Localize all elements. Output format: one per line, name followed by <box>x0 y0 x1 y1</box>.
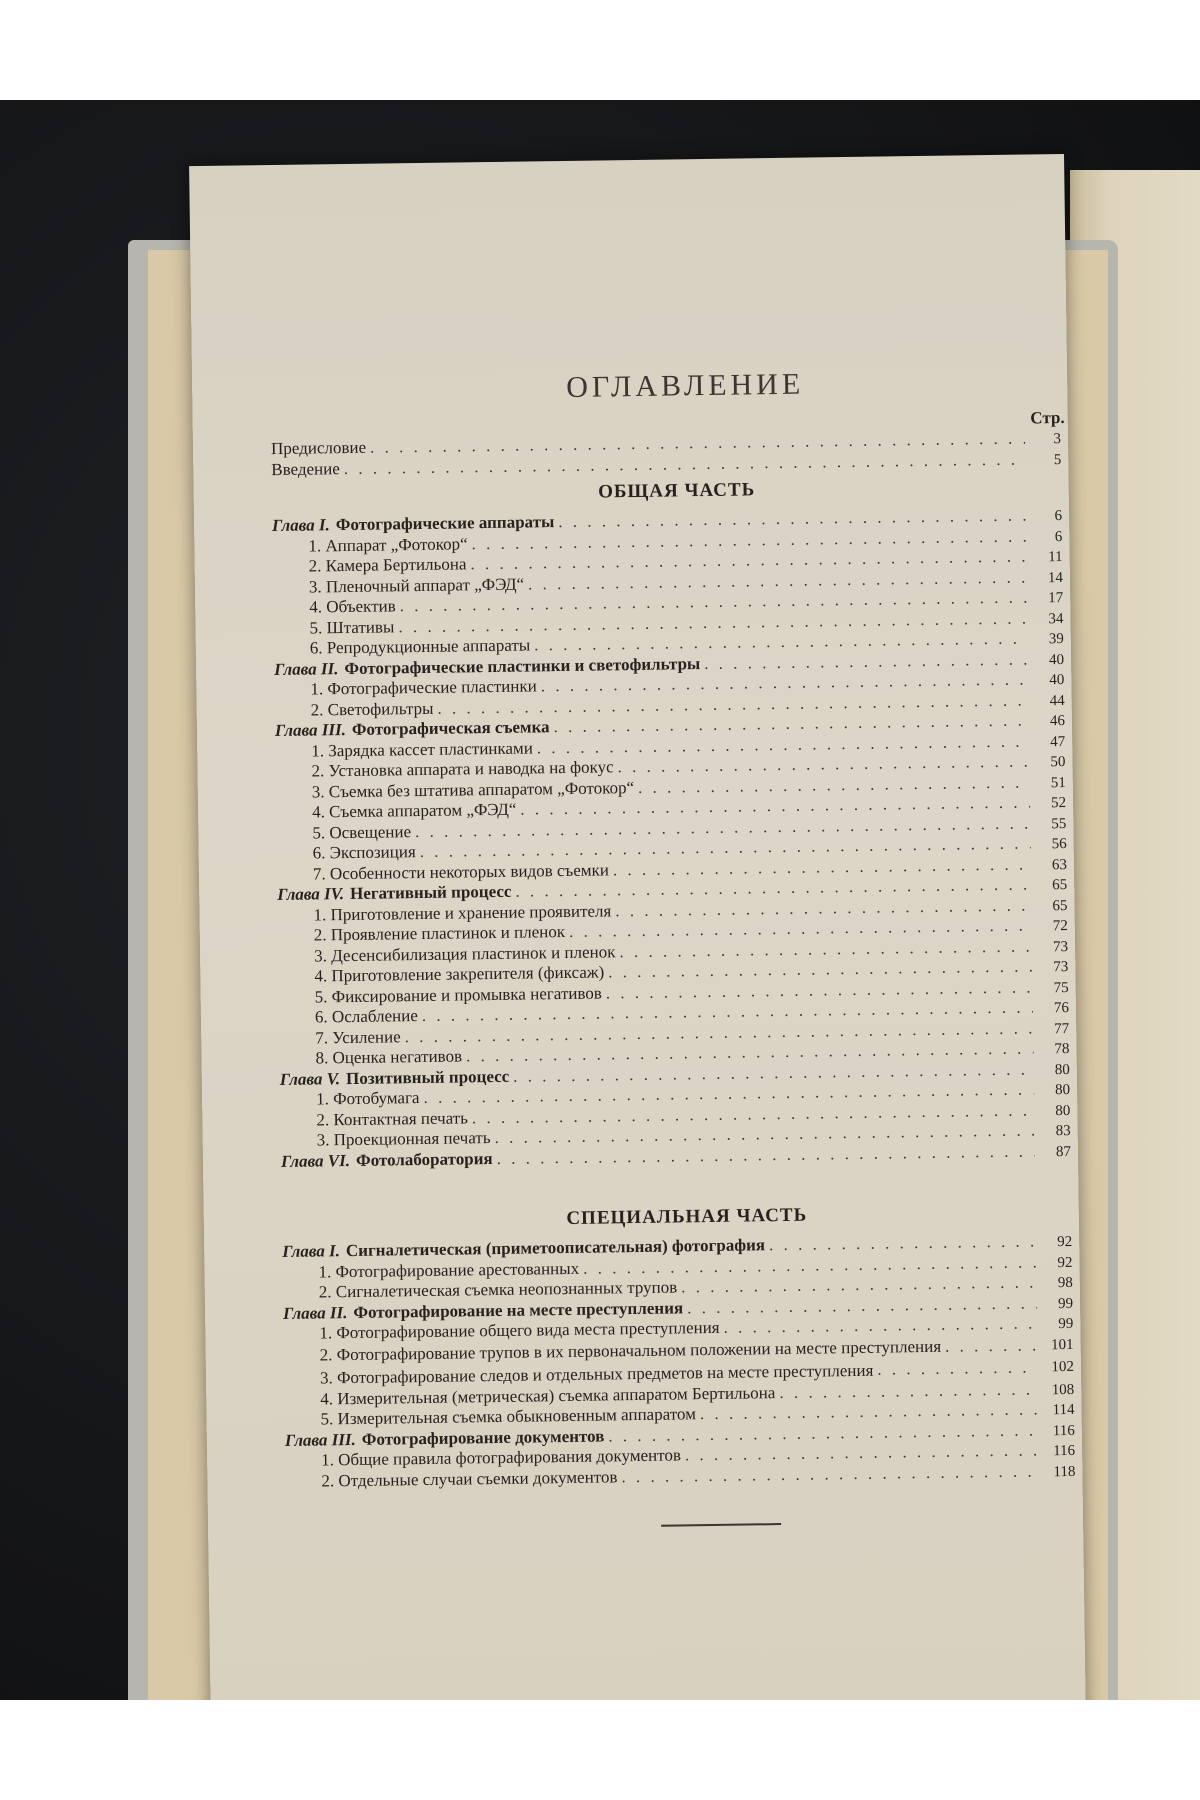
item-title: 1. Общие правила фотографирования документов <box>321 1445 682 1470</box>
entry-page-number: 75 <box>1053 979 1069 996</box>
chapter-number: Глава III. <box>274 720 347 741</box>
item-title: 3. Десенсибилизация пластинок и пленок <box>313 941 616 966</box>
item-title: 4. Измерительная (метрическая) съемка аппаратом Бертильона <box>320 1382 776 1408</box>
entry-page-number: 52 <box>1050 795 1067 812</box>
entry-page-number: 56 <box>1051 835 1067 853</box>
section-title-special: СПЕЦИАЛЬНАЯ ЧАСТЬ <box>566 1204 808 1230</box>
item-title: 1. Фотобумага <box>315 1088 420 1109</box>
special-part <box>282 1231 1075 1492</box>
entry-page-number: 65 <box>1052 897 1068 914</box>
item-title: 2. Фотографирование трупов в их первоначальном положении на месте преступления <box>319 1336 942 1365</box>
entry-label <box>279 1027 401 1049</box>
entry-page-number: 40 <box>1049 672 1065 689</box>
book-page <box>189 154 1086 1700</box>
item-title: 3. Съемка без штатива аппаратом „Фотокор“ <box>311 777 635 802</box>
entry-label <box>273 617 394 639</box>
item-title: 1. Фотографирование общего вида места преступления <box>319 1317 720 1343</box>
item-title: 1. Приготовление и хранение проявителя <box>313 900 612 925</box>
chapter-number: Глава V. <box>279 1068 341 1089</box>
entry-label <box>273 596 396 618</box>
chapter-title: Сигналетическая (приметоописательная) фотография <box>345 1235 766 1261</box>
entry-page-number: 98 <box>1057 1274 1073 1292</box>
chapter-number: Глава II. <box>282 1302 348 1323</box>
end-divider <box>661 1523 781 1527</box>
chapter-title: Фотографические пластинки и светофильтры <box>344 653 701 678</box>
item-title: 2. Установка аппарата и наводка на фокус <box>311 757 614 781</box>
entry-page-number: 6 <box>1054 508 1063 525</box>
dot-leader <box>945 1335 1038 1357</box>
item-title: 5. Фиксирование и промывка негативов <box>314 983 602 1007</box>
item-title: 3. Проекционная печать <box>316 1128 491 1150</box>
entry-page-number: 47 <box>1050 733 1066 750</box>
chapter-title: Фотографическая съемка <box>351 717 550 739</box>
entry-page-number: 78 <box>1054 1040 1070 1058</box>
item-title: 5. Измерительная съемка обыкновенным аппаратом <box>320 1404 697 1429</box>
entry-page-number: 40 <box>1048 651 1065 668</box>
entry-label <box>280 1088 420 1110</box>
entry-page-number: 80 <box>1055 1102 1071 1119</box>
entry-label <box>275 698 434 721</box>
entry-page-number: 118 <box>1053 1463 1076 1480</box>
dot-leader <box>723 1313 1037 1338</box>
table-of-contents <box>270 364 1076 1532</box>
item-title: 6. Репродукционные аппараты <box>309 635 531 658</box>
chapter-number: Глава I. <box>282 1241 341 1261</box>
entry-page-number: 72 <box>1052 917 1068 935</box>
entry-page-number: 63 <box>1051 856 1068 873</box>
chapter-number: Глава I. <box>271 515 330 536</box>
item-title: 5. Освещение <box>312 821 412 843</box>
entry-label <box>271 459 340 480</box>
item-title: 2. Проявление пластинок и пленок <box>313 922 566 945</box>
item-title: 5. Штативы <box>309 616 395 638</box>
dot-leader <box>877 1357 1038 1380</box>
entry-page-number: 14 <box>1047 569 1064 586</box>
entry-page-number: 108 <box>1051 1381 1075 1398</box>
entry-page-number: 99 <box>1057 1295 1074 1312</box>
page-column-label: Стр. <box>1030 407 1065 428</box>
item-title: 2. Контактная печать <box>316 1107 469 1129</box>
entry-page-number: 83 <box>1055 1122 1071 1140</box>
item-title: 1. Фотографирование арестованных <box>318 1258 580 1281</box>
entry-label <box>280 1108 468 1131</box>
chapter-number: Глава III. <box>284 1429 356 1450</box>
item-title: 4. Объектив <box>309 596 396 617</box>
chapter-title: Фотолаборатория <box>355 1148 493 1170</box>
item-title: 2. Сигналетическая съемка неопознанных трупов <box>318 1277 678 1302</box>
entry-page-number: 73 <box>1052 938 1069 955</box>
entry-page-number: 11 <box>1048 549 1063 566</box>
item-title: 7. Особенности некоторых видов съемки <box>312 859 610 884</box>
entry-label <box>272 534 467 557</box>
entry-page-number: 116 <box>1052 1422 1075 1439</box>
entry-page-number: 65 <box>1052 876 1068 894</box>
item-title: 1. Зарядка кассет пластинками <box>311 737 533 761</box>
entry-page-number: 77 <box>1054 1020 1070 1037</box>
item-title: 8. Оценка негативов <box>315 1046 463 1068</box>
item-title: 3. Фотографирование следов и отдельных предметов на месте преступления <box>319 1360 874 1387</box>
toc-title: ОГЛАВЛЕНИЕ <box>565 367 805 404</box>
entry-page-number: 101 <box>1051 1336 1074 1353</box>
entry-page-number: 39 <box>1048 631 1064 648</box>
entry-page-number: 80 <box>1054 1061 1070 1078</box>
dot-leader <box>621 1461 1039 1487</box>
entry-title: Предисловие <box>270 437 367 459</box>
item-title: 2. Отдельные случаи съемки документов <box>321 1466 618 1490</box>
chapter-title: Негативный процесс <box>349 881 512 904</box>
entry-label <box>279 1006 418 1028</box>
entry-page-number: 34 <box>1048 610 1064 627</box>
item-title: 1. Аппарат „Фотокор“ <box>308 533 468 556</box>
entry-page-number: 92 <box>1057 1233 1073 1251</box>
entry-page-number: 80 <box>1054 1081 1071 1099</box>
entry-label <box>273 554 467 577</box>
entry-title: Введение <box>271 458 340 479</box>
entry-label <box>281 1128 491 1151</box>
entry-label <box>281 1149 493 1172</box>
item-title: 4. Приготовление закрепителя (фиксаж) <box>314 962 605 986</box>
entry-page-number: 114 <box>1052 1401 1075 1419</box>
item-title: 1. Фотографические пластинки <box>310 676 537 699</box>
entry-label <box>271 438 366 460</box>
entry-label <box>277 842 416 864</box>
entry-page-number: 17 <box>1048 590 1064 607</box>
item-title: 3. Пленочный аппарат „ФЭД“ <box>308 574 525 597</box>
entry-page-number: 46 <box>1049 713 1066 730</box>
entry-page-number: 102 <box>1051 1358 1075 1376</box>
entry-label <box>279 1046 462 1069</box>
entry-page-number: 50 <box>1050 754 1066 771</box>
entry-page-number: 76 <box>1053 999 1070 1017</box>
chapter-title: Фотографические аппараты <box>335 512 555 535</box>
entry-page-number: 51 <box>1050 774 1066 791</box>
entry-page-number: 116 <box>1053 1442 1076 1460</box>
item-title: 2. Камера Бертильона <box>308 554 467 576</box>
photo-background <box>0 100 1200 1700</box>
entry-label <box>285 1467 617 1492</box>
item-title: 7. Усиление <box>315 1026 401 1048</box>
entry-page-number: 5 <box>1053 451 1062 468</box>
entry-page-number: 3 <box>1053 431 1062 448</box>
item-title: 6. Ослабление <box>314 1006 418 1027</box>
chapter-title: Фотографирование документов <box>361 1426 605 1449</box>
entry-page-number: 44 <box>1049 692 1065 709</box>
entry-page-number: 6 <box>1054 528 1063 545</box>
entry-page-number: 87 <box>1055 1143 1072 1160</box>
entry-label <box>276 822 411 844</box>
chapter-title: Фотографирование на месте преступления <box>353 1297 684 1322</box>
chapter-number: Глава II. <box>273 658 339 679</box>
chapter-title: Позитивный процесс <box>345 1066 510 1088</box>
chapter-number: Глава VI. <box>280 1150 351 1171</box>
general-part <box>272 505 1071 1172</box>
item-title: 2. Светофильтры <box>310 698 434 720</box>
entry-page-number: 73 <box>1053 958 1069 976</box>
item-title: 4. Съемка аппаратом „ФЭД“ <box>311 799 517 822</box>
chapter-number: Глава IV. <box>277 884 345 905</box>
item-title: 6. Экспозиция <box>312 842 416 863</box>
section-title-general: ОБЩАЯ ЧАСТЬ <box>597 479 756 503</box>
entry-page-number: 55 <box>1051 815 1067 832</box>
entry-page-number: 92 <box>1057 1254 1073 1271</box>
entry-page-number: 99 <box>1058 1315 1074 1333</box>
